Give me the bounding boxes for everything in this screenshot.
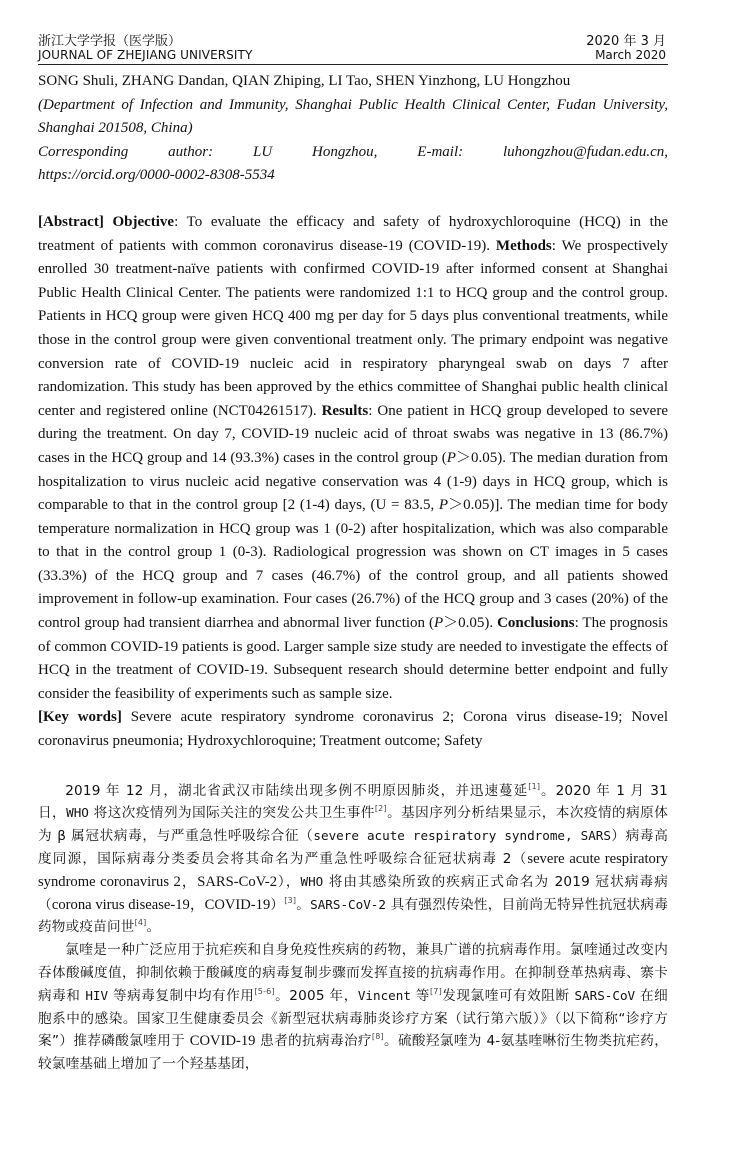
text-run: 在细胞系中的感染。国家卫生健康委员会《新型冠状病毒肺炎诊疗方案（试行第六版）》（以下简称“诊疗方案”）推荐磷酸氯喹用于 [38,987,668,1050]
email-label: E-mail: [417,143,464,160]
citation-ref[interactable]: [1] [528,781,541,791]
email-address[interactable]: luhongzhou@fudan.edu.cn, [502,143,668,160]
p-value-symbol: P [433,615,444,632]
conclusions-text: : The prognosis of common COVID-19 patients is good. Larger sample size study are needed to investigate the effects of HCQ in the treatment of COVID-19. Subsequent research should determine better endpoint and fully consider the feasibility of experiments such as sample size. [38,615,669,702]
citation-ref[interactable]: [5-6] [254,986,275,996]
citation-ref[interactable]: [7] [429,986,442,996]
text-run: corona virus disease-19，COVID-19 [51,896,271,913]
conclusions-label: Conclusions [497,615,575,632]
author-list: SONG Shuli, ZHANG Dandan, QIAN Zhiping, LI Tao, SHEN Yinzhong, LU Hongzhou [38,73,571,89]
text-run: severe acute respiratory syndrome, SARS [313,828,611,844]
corresponding-label: Corresponding author: [38,143,214,160]
text-run: 。基因序列分析结果显示，本次疫情的病原体为 β 属冠状病毒，与严重急性呼吸综合征（ [38,805,668,845]
methods-label: Methods [495,237,552,254]
citation-ref[interactable]: [4] [134,918,147,928]
text-run: 。 [146,919,161,936]
text-run: 氯喹是一种广泛应用于抗疟疾和自身免疫性疾病的药物，兼具广谱的抗病毒作用。氯喹通过改变内吞体酸碱度值，抑制依赖于酸碱度的病毒复制步骤而发挥直接的抗病毒作用。在抑制登革热病毒、寨卡病毒和 [38,942,668,1004]
orcid-link[interactable]: https://orcid.org/0000-0002-8308-5534 [38,167,275,184]
text-run: SARS-CoV-2 [310,896,386,912]
corresponding-name: LU Hongzhou, [252,143,378,160]
text-run: 。硫酸羟氯喹为 4-氨基喹啉衍生物类抗疟药，较氯喹基础上增加了一个羟基基团， [38,1033,669,1073]
journal-title-cn: 浙江大学学报（医学版） [38,34,182,49]
results-text: : One patient in HCQ group developed to severe during the treatment. On day 7, COVID-19 nucleic acid of throat swabs was negative in 13 (86.7%) cases in the HCQ group and 14 (93.3%) cases in the control group ( [38,402,668,466]
methods-text: : We prospectively enrolled 30 treatment-naïve patients with confirmed COVID-19 after informed consent at Shanghai Public Health Clinical Center. The patients were randomized 1:1 to HCQ group and the control group. Patients in HCQ group were given HCQ 400 mg per day for 5 days plus conventional treatments, while those in the control group were given conventional treatment only. The primary endpoint was negative conversion rate of COVID-19 nucleic acid in respiratory pharyngeal swab on days 7 after randomization. This study has been approved by the ethics committee of Shanghai public health clinical center and registered online (NCT04261517). [38,237,668,419]
text-run: 等 [410,987,430,1004]
text-run: ）， [277,873,301,890]
text-run: 具有强烈传染性，目前尚无特异性抗冠状病毒药物或疫苗问世 [38,896,669,936]
results-text: ＞0.05)]. The median time for body temperature normalization in HCQ group was 1 (0-2) after hospitalization, which was also comparable to that in the control group 1 (0-3). Radiological progression was shown on CT images in 5 cases (33.3%) of the HCQ group and 7 cases (46.7%) of the control group, and all patients showed improvement in follow-up examination. Four cases (26.7%) of the HCQ group and 3 cases (20%) of the control group had transient diarrhea and abnormal liver function ( [38,497,669,632]
keywords [38,706,668,753]
text-run: 患者的抗病毒治疗 [255,1033,372,1050]
abstract-tag: [Abstract] [38,213,104,230]
paragraph [38,780,668,940]
text-run: 2019 年 12 月，湖北省武汉市陆续出现多例不明原因肺炎，并迅速蔓延 [65,782,529,799]
abstract [38,211,668,706]
text-run: Vincent [357,987,411,1003]
text-run: ） [270,896,285,913]
text-run: 将由其感染所致的疾病正式命名为 2019 冠状病毒病（ [38,873,668,913]
citation-ref[interactable]: [8] [371,1032,384,1042]
text-run: 将这次疫情列为国际关注的突发公共卫生事件 [88,805,375,822]
citation-ref[interactable]: [3] [284,895,297,905]
text-run: ）病毒高度同源，国际病毒分类委员会将其命名为严重急性呼吸综合征冠状病毒 2（ [38,828,668,868]
text-run: 。2005 年， [274,987,358,1004]
affiliation: (Department of Infection and Immunity, Shanghai Public Health Clinical Center, Fudan University, Shanghai 201508, China) [38,96,668,137]
p-value-symbol: P [438,497,449,514]
body-text-cn [38,780,668,1076]
text-run: severe acute respiratory syndrome coronavirus 2，SARS-CoV-2 [38,851,668,890]
text-run: 发现氯喹可有效阻断 [441,987,575,1004]
p-value-symbol: P [446,449,456,466]
results-text: ＞0.05). [443,615,498,632]
text-run: 。 [296,896,311,913]
results-label: Results [321,402,369,419]
issue-date-cn: 2020 年 3 月 [586,34,666,49]
citation-ref[interactable]: [2] [374,804,387,814]
text-run: SARS-CoV [574,987,636,1003]
corresponding-author [38,141,668,165]
journal-title-en: JOURNAL OF ZHEJIANG UNIVERSITY [38,48,253,62]
keywords-text: Severe acute respiratory syndrome coronavirus 2; Corona virus disease-19; Novel coronavirus pneumonia; Hydroxychloroquine; Treatment outcome; Safety [38,709,668,750]
running-header [38,0,668,62]
text-run: HIV [85,987,109,1003]
text-run: 等病毒复制中均有作用 [108,987,255,1004]
text-run: 。2020 年 1 月 31 日， [38,782,668,822]
results-text: ＞0.05). The median duration from hospitalization to virus nucleic acid negative conservation was 4 (1-9) days in HCQ group, which is comparable to that in the control group [2 (1-4) days, (U = 83.5, [38,449,668,514]
paragraph [38,939,668,1076]
objective-text: : To evaluate the efficacy and safety of hydroxychloroquine (HCQ) in the treatment of patients with common coronavirus disease-19 (COVID-19). [38,213,668,254]
text-run: WHO [300,873,324,889]
objective-label: Objective [112,213,175,230]
text-run: WHO [66,805,89,821]
issue-date-en: March 2020 [595,48,666,62]
text-run: COVID-19 [189,1033,256,1050]
header-rule [38,64,668,65]
keywords-label: [Key words] [38,709,122,726]
